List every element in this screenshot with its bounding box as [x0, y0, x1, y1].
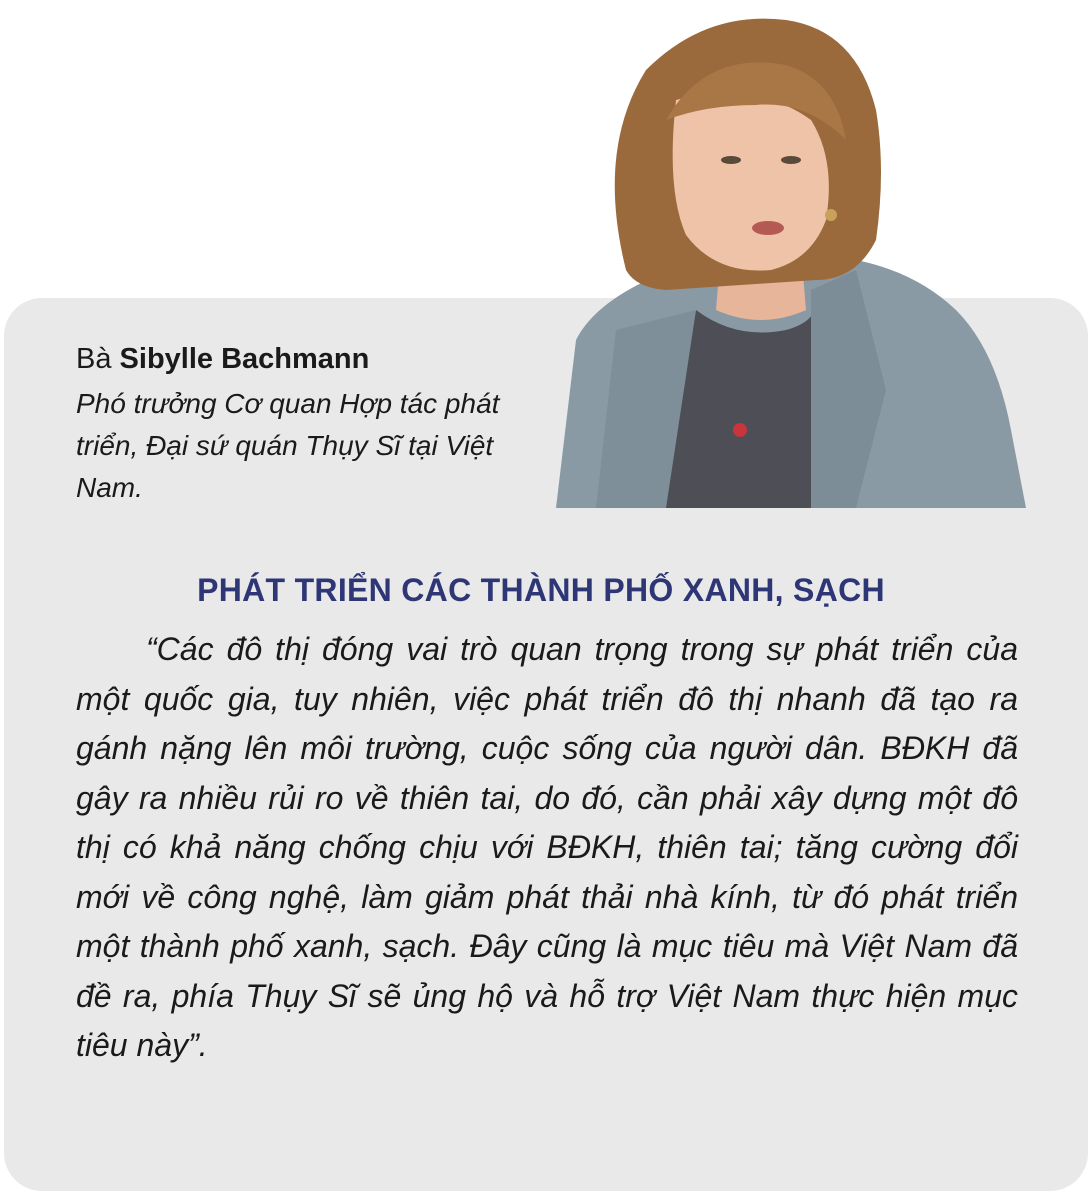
person-name-line — [76, 337, 369, 381]
quote-text: “Các đô thị đóng vai trò quan trọng trong sự phát triển của một quốc gia, tuy nhiên, việc phát triển đô thị nhanh đã tạo ra gánh nặng lên môi trường, cuộc sống của người dân. BĐKH đã gây ra nhiều rủi ro về thiên tai, do đó, cần phải xây dựng một đô thị có khả năng chống chịu với BĐKH, thiên tai; tăng cường đổi mới về công nghệ, làm giảm phát thải nhà kính, từ đó phát triển một thành phố xanh, sạch. Đây cũng là mục tiêu mà Việt Nam đã đề ra, phía Thụy Sĩ sẽ ủng hộ và hỗ trợ Việt Nam thực hiện mục tiêu này”. — [76, 631, 1018, 1063]
portrait-photo — [556, 10, 1026, 508]
person-title: Bà — [76, 343, 112, 375]
person-role: Phó trưởng Cơ quan Hợp tác phát triển, Đại sứ quán Thụy Sĩ tại Việt Nam. — [76, 388, 500, 503]
article-heading: PHÁT TRIỂN CÁC THÀNH PHỐ XANH, SẠCH — [197, 572, 885, 608]
lapel-pin — [733, 423, 747, 437]
portrait-face — [673, 93, 829, 270]
person-name: Sibylle Bachmann — [119, 343, 370, 375]
